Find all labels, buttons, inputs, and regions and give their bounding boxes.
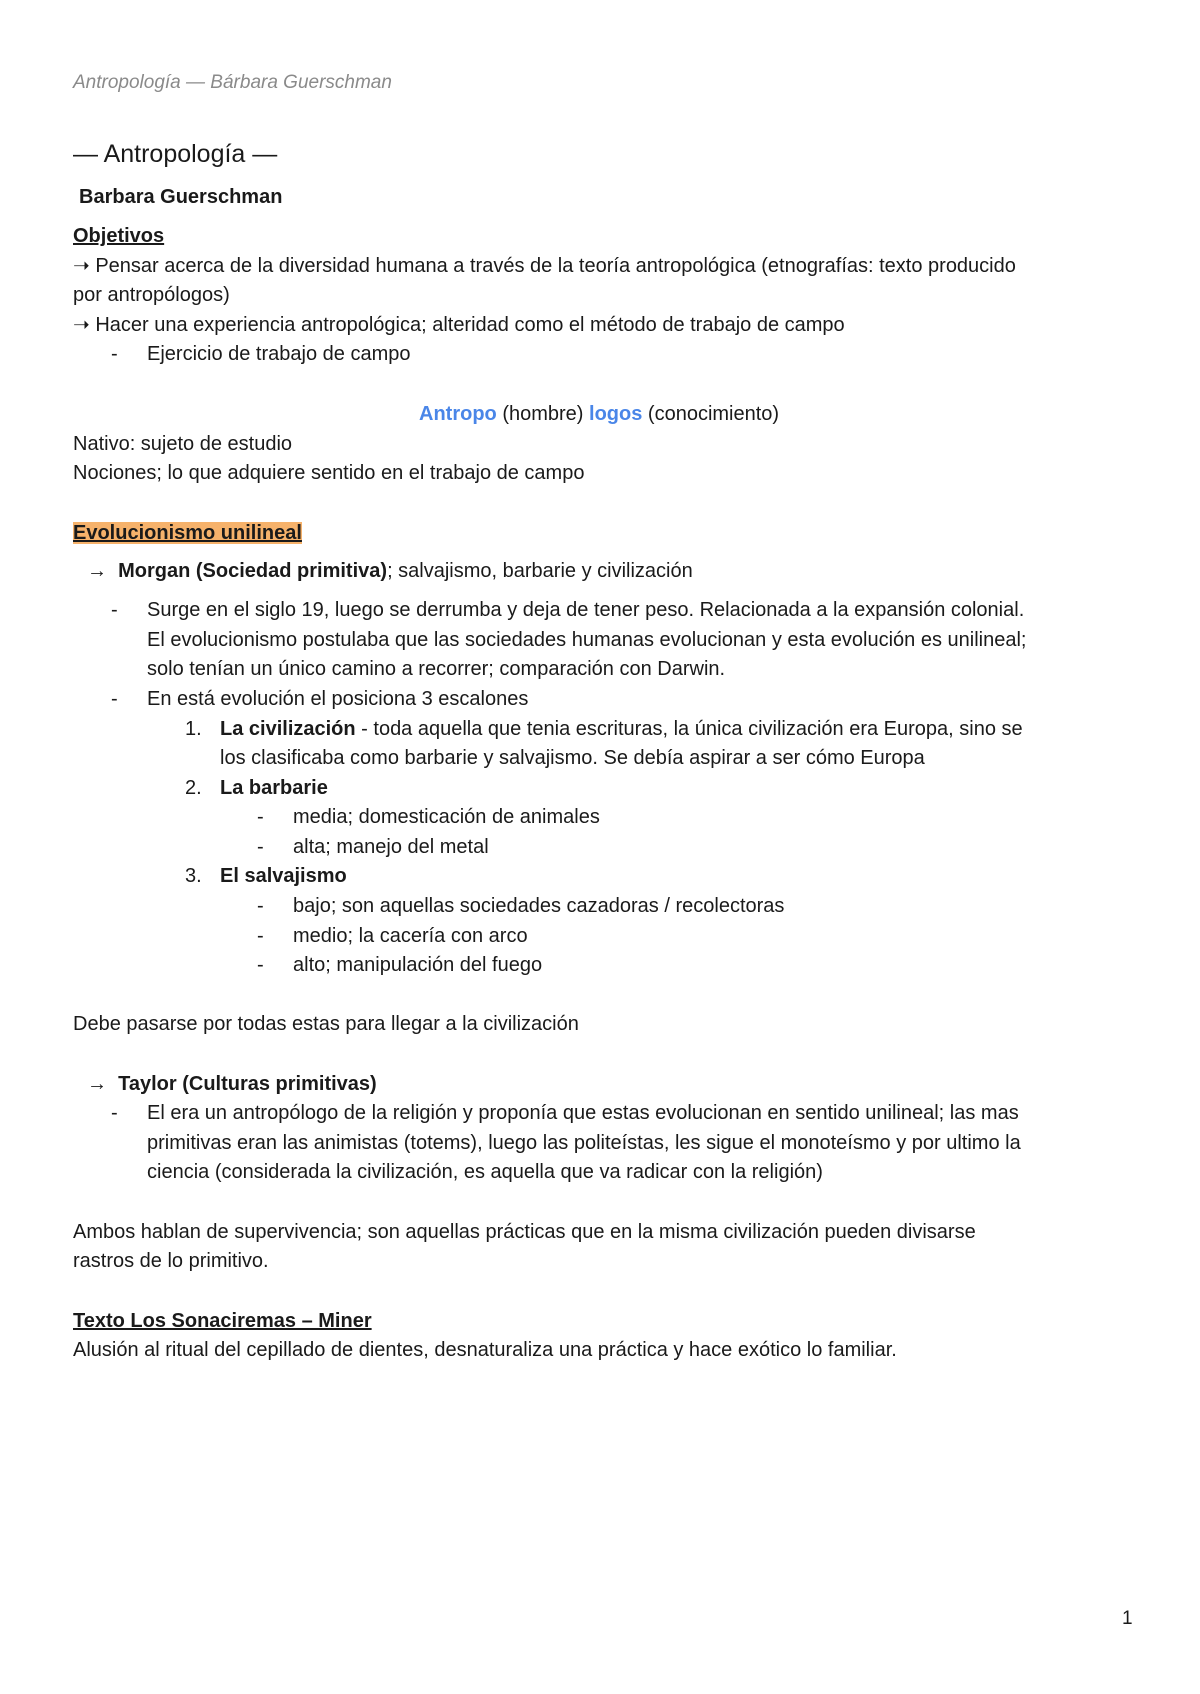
arrow-icon: → <box>87 560 107 582</box>
surge-line: El evolucionismo postulaba que las sociedades humanas evolucionan y esta evolución es unilineal; <box>147 629 1027 651</box>
conclusion-line: Debe pasarse por todas estas para llegar a la civilización <box>73 1013 579 1035</box>
etymology-meaning: (hombre) <box>496 403 590 425</box>
barbarie-item: alta; manejo del metal <box>293 836 489 858</box>
etymology-meaning: (conocimiento) <box>642 403 780 425</box>
evolucionismo-heading <box>73 519 302 549</box>
escalones-line: En está evolución el posiciona 3 escalones <box>147 688 529 710</box>
salvajismo-item: medio; la cacería con arco <box>293 925 528 947</box>
supervivencia-text: Ambos hablan de supervivencia; son aquellas prácticas que en la misma civilización pueden divisarse <box>73 1221 976 1243</box>
list-bullet: - <box>111 599 118 621</box>
list-bullet: - <box>257 954 264 976</box>
texto-heading: Texto Los Sonaciremas – Miner <box>73 1310 372 1332</box>
taylor-text: El era un antropólogo de la religión y proponía que estas evolucionan en sentido unilineal; las mas <box>147 1102 1019 1124</box>
running-header: Antropología — Bárbara Guerschman <box>73 72 392 93</box>
objetivo-item: ➝ Hacer una experiencia antropológica; alteridad como el método de trabajo de campo <box>73 314 845 336</box>
list-bullet: - <box>257 895 264 917</box>
objetivo-item: por antropólogos) <box>73 284 230 306</box>
morgan-description: ; salvajismo, barbarie y civilización <box>387 560 693 582</box>
page-number: 1 <box>1122 1608 1133 1629</box>
taylor-line <box>87 1070 377 1100</box>
list-bullet: - <box>111 688 118 710</box>
objetivo-sub-item: Ejercicio de trabajo de campo <box>147 343 411 365</box>
objetivos-heading: Objetivos <box>73 225 165 247</box>
civilizacion-item <box>220 715 1023 745</box>
civilizacion-text: - toda aquella que tenia escrituras, la única civilización era Europa, sino se <box>355 718 1023 740</box>
salvajismo-item: bajo; son aquellas sociedades cazadoras / recolectoras <box>293 895 785 917</box>
objetivo-item: ➝ Pensar acerca de la diversidad humana a través de la teoría antropológica (etnografías: texto producido <box>73 255 1016 277</box>
list-number: 2. <box>185 777 202 799</box>
definition-line: Nativo: sujeto de estudio <box>73 433 293 455</box>
morgan-name: Morgan (Sociedad primitiva) <box>118 560 388 582</box>
list-number: 1. <box>185 718 202 740</box>
taylor-text: ciencia (considerada la civilización, es aquella que va radicar con la religión) <box>147 1161 823 1183</box>
salvajismo-label: El salvajismo <box>220 865 347 887</box>
taylor-text: primitivas eran las animistas (totems), luego las politeístas, les sigue el monoteísmo y por ultimo la <box>147 1132 1021 1154</box>
list-bullet: - <box>257 806 264 828</box>
highlight: Evolucionismo unilineal <box>73 522 302 544</box>
barbarie-label: La barbarie <box>220 777 328 799</box>
taylor-name: Taylor (Culturas primitivas) <box>118 1073 377 1095</box>
supervivencia-text: rastros de lo primitivo. <box>73 1250 269 1272</box>
texto-body: Alusión al ritual del cepillado de dientes, desnaturaliza una práctica y hace exótico lo familiar. <box>73 1339 897 1361</box>
list-number: 3. <box>185 865 202 887</box>
list-bullet: - <box>111 343 118 365</box>
salvajismo-item: alto; manipulación del fuego <box>293 954 543 976</box>
civilizacion-text: los clasificaba como barbarie y salvajismo. Se debía aspirar a ser cómo Europa <box>220 747 925 769</box>
morgan-line <box>87 557 693 587</box>
surge-line: Surge en el siglo 19, luego se derrumba y deja de tener peso. Relacionada a la expansión colonial. <box>147 599 1025 621</box>
document-title: — Antropología — <box>73 140 278 168</box>
list-bullet: - <box>257 925 264 947</box>
etymology-line <box>419 400 779 430</box>
arrow-icon: → <box>87 1073 107 1095</box>
author-name: Barbara Guerschman <box>79 186 283 208</box>
list-bullet: - <box>111 1102 118 1124</box>
civilizacion-label: La civilización <box>220 718 356 740</box>
surge-line: solo tenían un único camino a recorrer; comparación con Darwin. <box>147 658 726 680</box>
etymology-word-logos: logos <box>589 403 643 425</box>
barbarie-item: media; domesticación de animales <box>293 806 600 828</box>
list-bullet: - <box>257 836 264 858</box>
etymology-word-antropo: Antropo <box>419 403 497 425</box>
definition-line: Nociones; lo que adquiere sentido en el trabajo de campo <box>73 462 585 484</box>
